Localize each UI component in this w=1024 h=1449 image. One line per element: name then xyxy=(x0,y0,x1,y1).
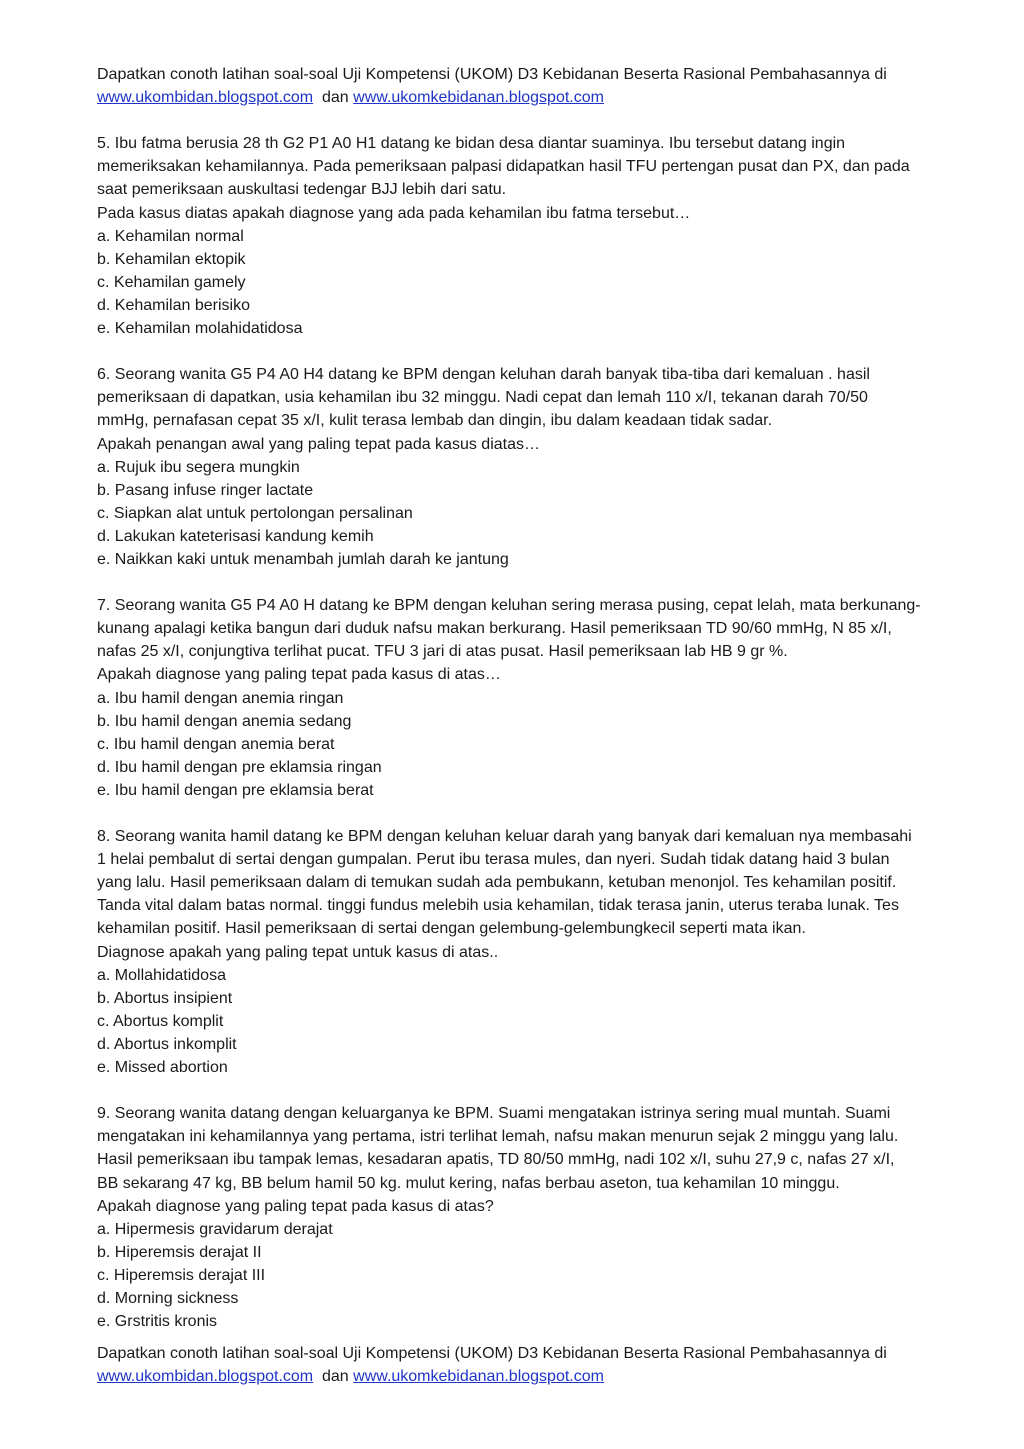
answer-option: e. Kehamilan molahidatidosa xyxy=(97,320,303,338)
question-block xyxy=(97,825,987,1079)
question-stem-line: kunang apalagi ketika bangun dari duduk nafsu makan berkurang. Hasil pemeriksaan TD 90/60 mmHg, N 85 x/I, xyxy=(97,620,892,638)
answer-option: b. Pasang infuse ringer lactate xyxy=(97,481,314,499)
spacer xyxy=(97,340,987,363)
answer-option: a. Kehamilan normal xyxy=(97,227,244,245)
question-stem-line: 7. Seorang wanita G5 P4 A0 H datang ke BPM dengan keluhan sering merasa pusing, cepat lelah, mata berkunang- xyxy=(97,597,921,615)
answer-option: e. Ibu hamil dengan pre eklamsia berat xyxy=(97,781,374,799)
header-promo xyxy=(97,63,987,109)
header-intro-text: Dapatkan conoth latihan soal-soal Uji Kompetensi (UKOM) D3 Kebidanan Beserta Rasional Pembahasannya di xyxy=(97,66,887,83)
header-links-line xyxy=(97,86,987,109)
answer-option: b. Ibu hamil dengan anemia sedang xyxy=(97,712,352,730)
question-stem-line: 6. Seorang wanita G5 P4 A0 H4 datang ke BPM dengan keluhan darah banyak tiba-tiba dari kemaluan . hasil xyxy=(97,366,870,384)
answer-option: d. Morning sickness xyxy=(97,1289,239,1307)
question-stem-line: Hasil pemeriksaan ibu tampak lemas, kesadaran apatis, TD 80/50 mmHg, nadi 102 x/I, suhu 27,9 c, nafas 27 x/I, xyxy=(97,1151,895,1169)
question-stem-line: nafas 25 x/I, conjungtiva terlihat pucat. TFU 3 jari di atas pusat. Hasil pemeriksaan lab HB 9 gr %. xyxy=(97,643,788,661)
document-page xyxy=(97,63,987,1333)
question-block xyxy=(97,363,987,571)
question-stem-line: BB sekarang 47 kg, BB belum hamil 50 kg. mulut kering, nafas berbau aseton, tua kehamilan 10 minggu. xyxy=(97,1174,840,1192)
answer-option: d. Ibu hamil dengan pre eklamsia ringan xyxy=(97,758,382,776)
answer-option: a. Rujuk ibu segera mungkin xyxy=(97,458,300,476)
question-stem-line: 9. Seorang wanita datang dengan keluarganya ke BPM. Suami mengatakan istrinya sering mual muntah. Suami xyxy=(97,1105,891,1123)
question-stem-line: Tanda vital dalam batas normal. tinggi fundus melebih usia kehamilan, tidak terasa janin, uterus teraba lunak. Tes xyxy=(97,897,899,915)
answer-option: d. Abortus inkomplit xyxy=(97,1035,237,1053)
question-stem-line: mmHg, pernafasan cepat 35 x/I, kulit terasa lembab dan dingin, ibu dalam keadaan tidak sadar. xyxy=(97,412,773,430)
footer-links-line xyxy=(97,1365,987,1388)
header-connector: dan xyxy=(322,89,349,107)
spacer xyxy=(97,109,987,132)
answer-option: a. Hipermesis gravidarum derajat xyxy=(97,1220,333,1238)
footer-intro-text: Dapatkan conoth latihan soal-soal Uji Kompetensi (UKOM) D3 Kebidanan Beserta Rasional Pembahasannya di xyxy=(97,1345,887,1362)
question-stem-line: kehamilan positif. Hasil pemeriksaan di sertai dengan gelembung-gelembungkecil seperti mata ikan. xyxy=(97,920,806,938)
question-stem-line: saat pemeriksaan auskultasi tedengar BJJ lebih dari satu. xyxy=(97,181,507,199)
header-link-ukombidan[interactable]: www.ukombidan.blogspot.com xyxy=(97,89,314,107)
question-stem-line: memeriksakan kehamilannya. Pada pemeriksaan palpasi didapatkan hasil TFU pertengan pusat dan PX, dan pada xyxy=(97,158,910,176)
question-stem-line: pemeriksaan di dapatkan, usia kehamilan ibu 32 minggu. Nadi cepat dan lemah 110 x/I, tekanan darah 70/50 xyxy=(97,389,868,407)
question-prompt: Diagnose apakah yang paling tepat untuk kasus di atas.. xyxy=(97,943,499,961)
answer-option: c. Ibu hamil dengan anemia berat xyxy=(97,735,335,753)
question-block xyxy=(97,132,987,340)
answer-option: b. Hiperemsis derajat II xyxy=(97,1243,262,1261)
question-prompt: Apakah diagnose yang paling tepat pada kasus di atas? xyxy=(97,1197,494,1215)
footer-link-ukomkebidanan[interactable]: www.ukomkebidanan.blogspot.com xyxy=(353,1368,604,1386)
answer-option: e. Missed abortion xyxy=(97,1059,228,1077)
question-stem-line: yang lalu. Hasil pemeriksaan dalam di temukan sudah ada pembukann, ketuban menonjol. Tes kehamilan positif. xyxy=(97,874,897,892)
question-stem-line: 5. Ibu fatma berusia 28 th G2 P1 A0 H1 datang ke bidan desa diantar suaminya. Ibu tersebut datang ingin xyxy=(97,135,846,153)
answer-option: c. Kehamilan gamely xyxy=(97,273,246,291)
answer-option: e. Grstritis kronis xyxy=(97,1313,218,1331)
answer-option: a. Ibu hamil dengan anemia ringan xyxy=(97,689,344,707)
answer-option: c. Siapkan alat untuk pertolongan persalinan xyxy=(97,504,413,522)
question-prompt: Apakah diagnose yang paling tepat pada kasus di atas… xyxy=(97,666,501,684)
answer-option: e. Naikkan kaki untuk menambah jumlah darah ke jantung xyxy=(97,550,509,568)
question-prompt: Apakah penangan awal yang paling tepat pada kasus diatas… xyxy=(97,435,540,453)
header-link-ukomkebidanan[interactable]: www.ukomkebidanan.blogspot.com xyxy=(353,89,604,107)
question-list xyxy=(97,132,987,1333)
question-block xyxy=(97,594,987,802)
footer-promo xyxy=(97,1342,987,1388)
answer-option: d. Lakukan kateterisasi kandung kemih xyxy=(97,527,374,545)
question-stem-line: mengatakan ini kehamilannya yang pertama, istri terlihat lemah, nafsu makan menurun sejak 2 minggu yang lalu. xyxy=(97,1128,899,1146)
footer-link-ukombidan[interactable]: www.ukombidan.blogspot.com xyxy=(97,1368,314,1386)
answer-option: a. Mollahidatidosa xyxy=(97,966,226,984)
answer-option: c. Hiperemsis derajat III xyxy=(97,1266,266,1284)
answer-option: b. Abortus insipient xyxy=(97,989,233,1007)
answer-option: b. Kehamilan ektopik xyxy=(97,250,246,268)
question-stem-line: 1 helai pembalut di sertai dengan gumpalan. Perut ibu terasa mules, dan nyeri. Sudah tidak datang haid 3 bulan xyxy=(97,851,890,869)
question-block xyxy=(97,1102,987,1333)
answer-option: c. Abortus komplit xyxy=(97,1012,224,1030)
question-prompt: Pada kasus diatas apakah diagnose yang ada pada kehamilan ibu fatma tersebut… xyxy=(97,204,691,222)
footer-connector: dan xyxy=(322,1368,349,1386)
spacer xyxy=(97,1079,987,1102)
spacer xyxy=(97,802,987,825)
question-stem-line: 8. Seorang wanita hamil datang ke BPM dengan keluhan keluar darah yang banyak dari kemaluan nya membasahi xyxy=(97,828,912,846)
answer-option: d. Kehamilan berisiko xyxy=(97,296,250,314)
spacer xyxy=(97,571,987,594)
